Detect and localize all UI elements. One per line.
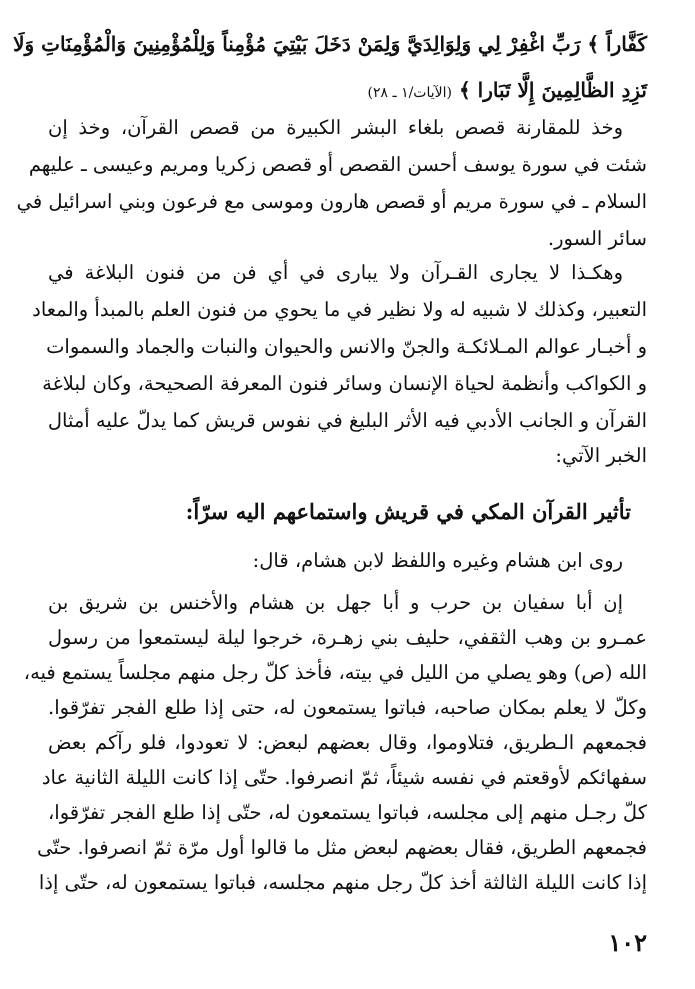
para3-line-7: كلّ رجـل منهم إلى مجلسه، فباتوا يستمعون له، حتّى إذا طلع الفجر تفرّقوا، bbox=[48, 801, 647, 824]
para3-line-9: إذا كانت الليلة الثالثة أخذ كلّ رجل منهم مجلسه، فباتوا يستمعون له، حتّى إذا bbox=[38, 871, 647, 894]
para1-line-4: سائر السور. bbox=[547, 227, 647, 250]
verse-text: تَزِدِ الظَّالِمِينَ إِلَّا تَبَارا ﴾ bbox=[458, 78, 647, 102]
para2-line-5: القرآن و الجانب الأدبي فيه الأثر البليغ في نفوس قريش كما يدلّ عليه أمثال bbox=[47, 409, 647, 432]
page-number: ١٠٢ bbox=[608, 928, 647, 957]
para3-line-4: وكلّ لا يعلم بمكان صاحبه، فباتوا يستمعون له، حتى إذا طلع الفجر تفرّقوا. bbox=[48, 696, 647, 719]
para1-line-3: السلام ـ في سورة مريم أو قصص هارون وموسى مع فرعون وبني اسرائيل في bbox=[16, 190, 647, 213]
para3-line-2: عمـرو بن وهب الثقفي، حليف بني زهـرة، خرجوا ليلة ليستمعوا من رسول bbox=[48, 626, 647, 649]
para1-line-2: شئت في سورة يوسف أحسن القصص أو قصص زكريا ومريم وعيسى ـ عليهم bbox=[28, 153, 647, 176]
para3-line-8: فجمعهم الطريق، فقال بعضهم لبعض مثل ما قالوا أول مرّة ثمّ انصرفوا. حتّى bbox=[37, 836, 647, 859]
verse-reference: (الآيات/١ ـ ٢٨) bbox=[367, 85, 452, 101]
para3-line-1: إن أبا سفيان بن حرب و أبا جهل بن هشام والأخنس بن شريق بن bbox=[48, 591, 623, 614]
intro-line: روى ابن هشام وغيره واللفظ لابن هشام، قال: bbox=[252, 549, 623, 572]
verse-line-2 bbox=[48, 74, 647, 109]
verse-line-1: كَفَّاراً ﴾ رَبِّ اغْفِرْ لِي وَلِوَالِدَيَّ وَلِمَنْ دَخَلَ بَيْتِيَ مُؤْمِناً وَلِلْمُؤْمِنِينَ وَالْمُؤْمِنَاتِ وَلَا bbox=[13, 32, 647, 56]
para2-line-1: وهكـذا لا يجارى القـرآن ولا يبارى في أي فن من فنون البلاغة في bbox=[48, 261, 623, 284]
para1-line-1: وخذ للمقارنة قصص بلغاء البشر الكبيرة من قصص القرآن، وخذ إن bbox=[48, 116, 623, 139]
para3-line-6: سفهائكم لأوقعتم في نفسه شيئاً، ثمّ انصرفوا. حتّى إذا كانت الليلة الثانية عاد bbox=[41, 766, 647, 789]
para2-line-2: التعبير، وكذلك لا شبيه له ولا نظير في ما يحوي من فنون العلم بالمبدأ والمعاد bbox=[32, 298, 647, 321]
para2-line-6: الخبر الآتي: bbox=[555, 444, 647, 467]
para2-line-3: و أخبـار عوالم المـلائكـة والجنّ والانس والحيوان والنبات والجماد والسموات bbox=[46, 335, 647, 358]
section-heading: تأثير القرآن المكي في قريش واستماعهم اليه سرّاً: bbox=[185, 499, 631, 524]
para3-line-5: فجمعهم الـطريق، فتلاوموا، وقال بعضهم لبعض: لا تعودوا، فلو رآكم بعض bbox=[48, 731, 647, 754]
para2-line-4: و الكواكب وأنظمة لحياة الإنسان وسائر فنون المعرفة الصحيحة، وكان لبلاغة bbox=[42, 372, 647, 395]
para3-line-3: الله (ص) وهو يصلي من الليل في بيته، فأخذ كلّ رجل منهم مجلساً يستمع فيه، bbox=[23, 661, 647, 684]
